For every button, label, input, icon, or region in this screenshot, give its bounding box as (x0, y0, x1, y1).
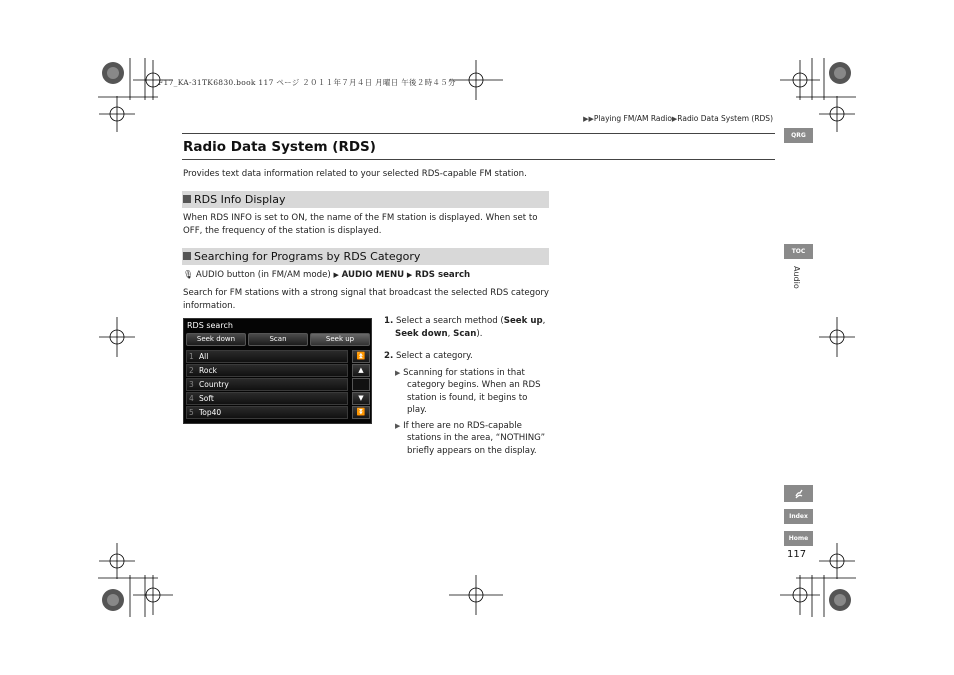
title-top-rule (182, 133, 775, 134)
list-item[interactable]: 5 Top40 (186, 406, 348, 419)
list-item[interactable]: 1 All (186, 350, 348, 363)
breadcrumb: ▶▶Playing FM/AM Radio▶Radio Data System (RDS) (583, 114, 773, 123)
section-label-vertical: Audio (792, 266, 801, 289)
page-title: Radio Data System (RDS) (183, 139, 376, 155)
audio-menu-link[interactable]: AUDIO MENU (341, 270, 405, 280)
step-2-note-1: ▶ Scanning for stations in that category begins. When an RDS station is found, it begins to play. (395, 367, 541, 415)
scan-tab[interactable]: Scan (248, 333, 308, 346)
list-item[interactable]: 4 Soft (186, 392, 348, 405)
seek-up-tab[interactable]: Seek up (310, 333, 370, 346)
rds-search-link[interactable]: RDS search (415, 270, 471, 280)
square-bullet-icon (183, 252, 191, 260)
list-item[interactable]: 3 Country (186, 378, 348, 391)
scroll-up-button[interactable]: ▲ (352, 364, 370, 377)
rds-info-text: When RDS INFO is set to ON, the name of the FM station is displayed. When set to OFF, the frequency of the station is displayed. (183, 213, 538, 236)
microphone-icon: 🎙 (183, 270, 194, 279)
section-heading-rds-search: Searching for Programs by RDS Category (182, 248, 549, 265)
rds-info-term: RDS INFO (210, 213, 252, 223)
print-line: F17_KA-31TK6830.book 117 ページ ２０１１年７月４日 月曜日 午後２時４５分 (158, 78, 456, 87)
step-1: 1. Select a search method (Seek up, Seek down, Scan). (384, 316, 546, 339)
scroll-track (352, 378, 370, 391)
steps-list (384, 315, 554, 457)
toc-tab[interactable]: TOC (784, 244, 813, 259)
index-tab[interactable]: Index (784, 509, 813, 524)
step-2-note-2: ▶ If there are no RDS-capable stations in the area, “NOTHING” briefly appears on the display. (395, 420, 546, 456)
qrg-tab[interactable]: QRG (784, 128, 813, 143)
scroll-down-button[interactable]: ▼ (352, 392, 370, 405)
section-heading-rds-info: RDS Info Display (182, 191, 549, 208)
screen-tabs (186, 333, 370, 346)
home-tab[interactable]: Home (784, 531, 813, 546)
step-2: 2. Select a category. (384, 351, 473, 361)
scroll-top-button[interactable]: ⏫ (352, 350, 370, 363)
rds-search-desc: Search for FM stations with a strong signal that broadcast the selected RDS category information. (183, 288, 550, 311)
seek-down-tab[interactable]: Seek down (186, 333, 246, 346)
rds-search-screen (183, 318, 372, 424)
screen-title: RDS search (187, 321, 233, 330)
menu-path: 🎙 AUDIO button (in FM/AM mode) ▶ AUDIO MENU ▶ RDS search (183, 270, 471, 280)
intro-text: Provides text data information related to your selected RDS-capable FM station. (183, 169, 527, 179)
scroll-bottom-button[interactable]: ⏬ (352, 406, 370, 419)
breadcrumb-part2: Radio Data System (RDS) (677, 114, 773, 123)
square-bullet-icon (183, 195, 191, 203)
breadcrumb-part1[interactable]: Playing FM/AM Radio (593, 114, 672, 123)
page-number: 117 (787, 549, 807, 560)
voice-command-tab[interactable] (784, 485, 813, 502)
list-item[interactable]: 2 Rock (186, 364, 348, 377)
voice-command-icon (793, 488, 805, 500)
title-bottom-rule (182, 159, 775, 160)
